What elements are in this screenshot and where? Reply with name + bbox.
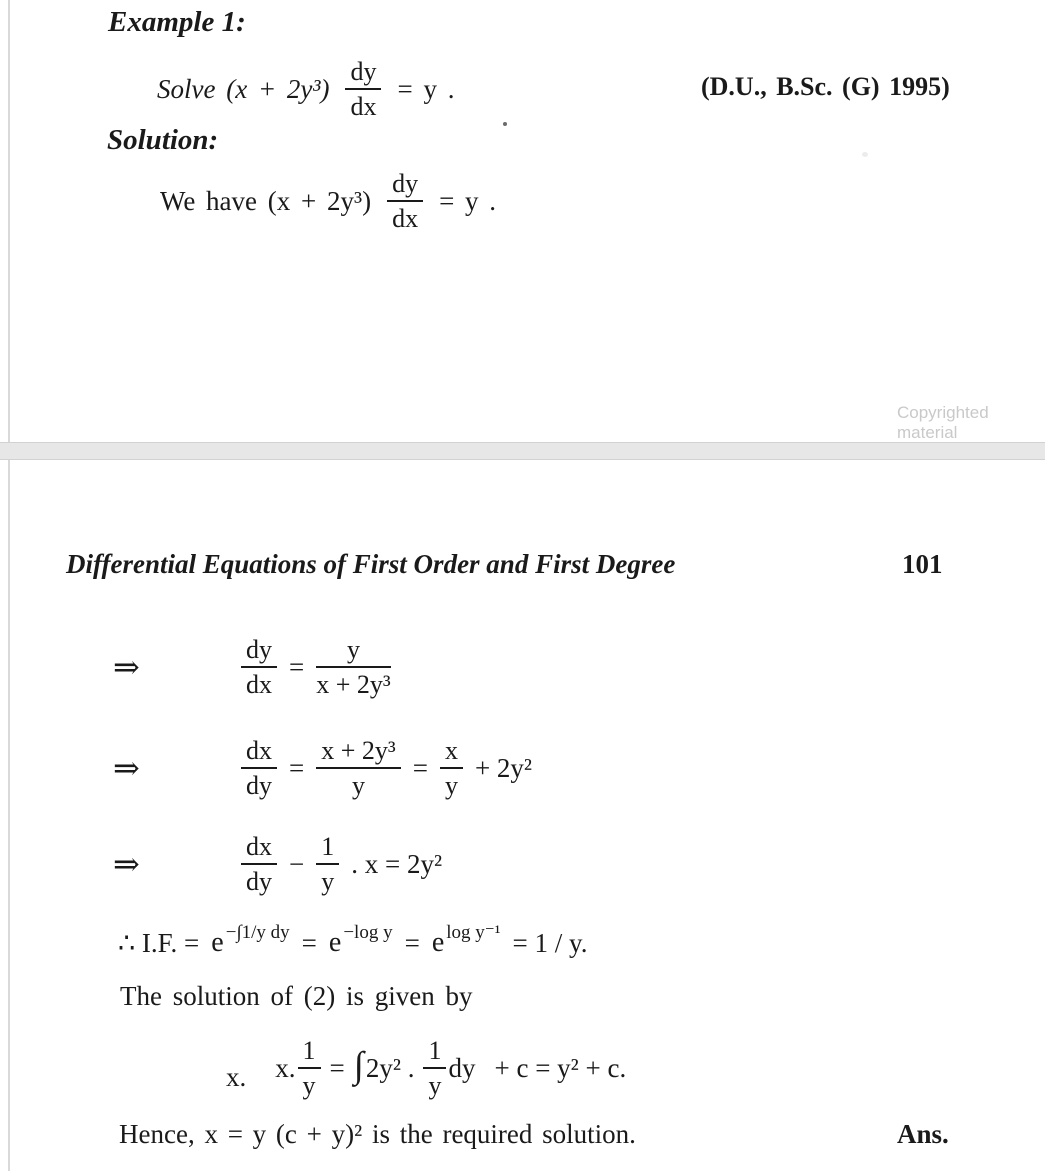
we-have-tail-text: = y . xyxy=(439,185,497,216)
we-have-lead-text: We have (x + 2y³) xyxy=(160,185,372,216)
fraction-numerator: dy xyxy=(345,57,381,90)
example-heading: Example 1: xyxy=(108,6,246,38)
fraction-numerator: x xyxy=(440,736,463,769)
copyright-notice: Copyrighted material xyxy=(897,403,989,442)
dy-dx-fraction xyxy=(345,57,381,121)
exam-citation: (D.U., B.Sc. (G) 1995) xyxy=(701,72,950,101)
dy-dx-fraction xyxy=(387,169,423,233)
fraction-denominator: x + 2y³ xyxy=(316,670,391,699)
solution-intro-line: The solution of (2) is given by xyxy=(120,981,473,1011)
fraction-numerator: dy xyxy=(241,635,277,668)
if-result: = 1 / y. xyxy=(512,927,588,958)
fraction-denominator: y xyxy=(302,1071,316,1100)
equals-sign: = xyxy=(301,927,317,958)
problem-tail-text: = y . xyxy=(397,73,455,104)
fraction-numerator: 1 xyxy=(316,832,339,865)
dy-dx-fraction xyxy=(241,635,277,699)
fraction-numerator: dx xyxy=(241,736,277,769)
solution-heading: Solution: xyxy=(107,124,219,156)
equals-sign: = xyxy=(289,752,305,783)
derivation-step-3 xyxy=(113,824,442,904)
plus-term: + 2y² xyxy=(474,752,533,783)
problem-lead-text: Solve (x + 2y³) xyxy=(157,73,330,104)
integral-sign: ∫ xyxy=(353,1044,364,1086)
fraction-denominator: dy xyxy=(246,771,272,800)
ink-speck xyxy=(503,122,507,126)
answer-label: Ans. xyxy=(897,1119,949,1149)
integrand-text: 2y² . xyxy=(365,1052,415,1083)
page-left-edge-line xyxy=(8,0,10,1171)
dx-dy-fraction xyxy=(241,736,277,800)
equals-sign: = xyxy=(329,1052,345,1083)
solution-equation-line xyxy=(226,1026,626,1110)
one-over-y-fraction xyxy=(316,832,339,896)
equals-sign: = xyxy=(412,752,428,783)
equals-sign: = xyxy=(404,927,420,958)
e-exponential xyxy=(211,922,290,959)
fraction-denominator: y xyxy=(428,1071,442,1100)
implies-arrow-icon: ⇒ xyxy=(113,750,140,786)
integrating-factor-line xyxy=(118,912,588,974)
derivation-step-1 xyxy=(113,626,391,708)
page-divider-band xyxy=(0,442,1045,460)
exponent: log y⁻¹ xyxy=(446,922,501,943)
lead-x-term: x. xyxy=(226,1061,247,1092)
mid-fraction xyxy=(316,736,400,800)
fraction-numerator: dx xyxy=(241,832,277,865)
e-exponential xyxy=(431,922,501,959)
fraction-numerator: 1 xyxy=(423,1036,446,1069)
derivation-step-2 xyxy=(113,724,532,812)
fraction-denominator: y xyxy=(321,867,335,896)
e-exponential xyxy=(328,922,393,959)
hence-line: Hence, x = y (c + y)² is the required solution. xyxy=(119,1119,636,1149)
step3-tail: . x = 2y² xyxy=(351,848,443,879)
therefore-if-prefix: ∴ I.F. = xyxy=(118,927,200,958)
fraction-denominator: dx xyxy=(392,204,419,233)
integral-term xyxy=(353,1044,415,1087)
implies-arrow-icon: ⇒ xyxy=(113,649,140,685)
e-base: e xyxy=(328,927,342,958)
one-over-y-fraction xyxy=(298,1036,321,1100)
lhs-x-term: x. xyxy=(275,1052,296,1083)
fraction-denominator: dx xyxy=(246,670,272,699)
rhs-fraction xyxy=(316,635,390,699)
implies-arrow-icon: ⇒ xyxy=(113,846,140,882)
fraction-numerator: 1 xyxy=(298,1036,321,1069)
dx-dy-fraction xyxy=(241,832,277,896)
chapter-title: Differential Equations of First Order and First Degree xyxy=(66,549,676,579)
we-have-line xyxy=(160,164,496,238)
faint-smudge xyxy=(862,152,868,157)
minus-sign: − xyxy=(289,848,305,879)
fraction-numerator: y xyxy=(316,635,390,668)
fraction-denominator: y xyxy=(351,771,365,800)
x-over-y-fraction xyxy=(440,736,463,800)
equation-tail: + c = y² + c. xyxy=(494,1052,627,1083)
fraction-numerator: x + 2y³ xyxy=(316,736,400,769)
e-base: e xyxy=(431,927,445,958)
dy-differential: dy xyxy=(448,1052,476,1083)
page-number: 101 xyxy=(902,549,943,579)
fraction-denominator: y xyxy=(444,771,458,800)
equals-sign: = xyxy=(289,651,305,682)
fraction-denominator: dx xyxy=(350,92,377,121)
exponent: −log y xyxy=(343,922,393,943)
fraction-numerator: dy xyxy=(387,169,423,202)
one-over-y-fraction xyxy=(423,1036,446,1100)
e-base: e xyxy=(211,927,224,958)
fraction-denominator: dy xyxy=(246,867,272,896)
problem-line xyxy=(157,52,454,126)
exponent: −∫1/y dy xyxy=(225,922,290,943)
